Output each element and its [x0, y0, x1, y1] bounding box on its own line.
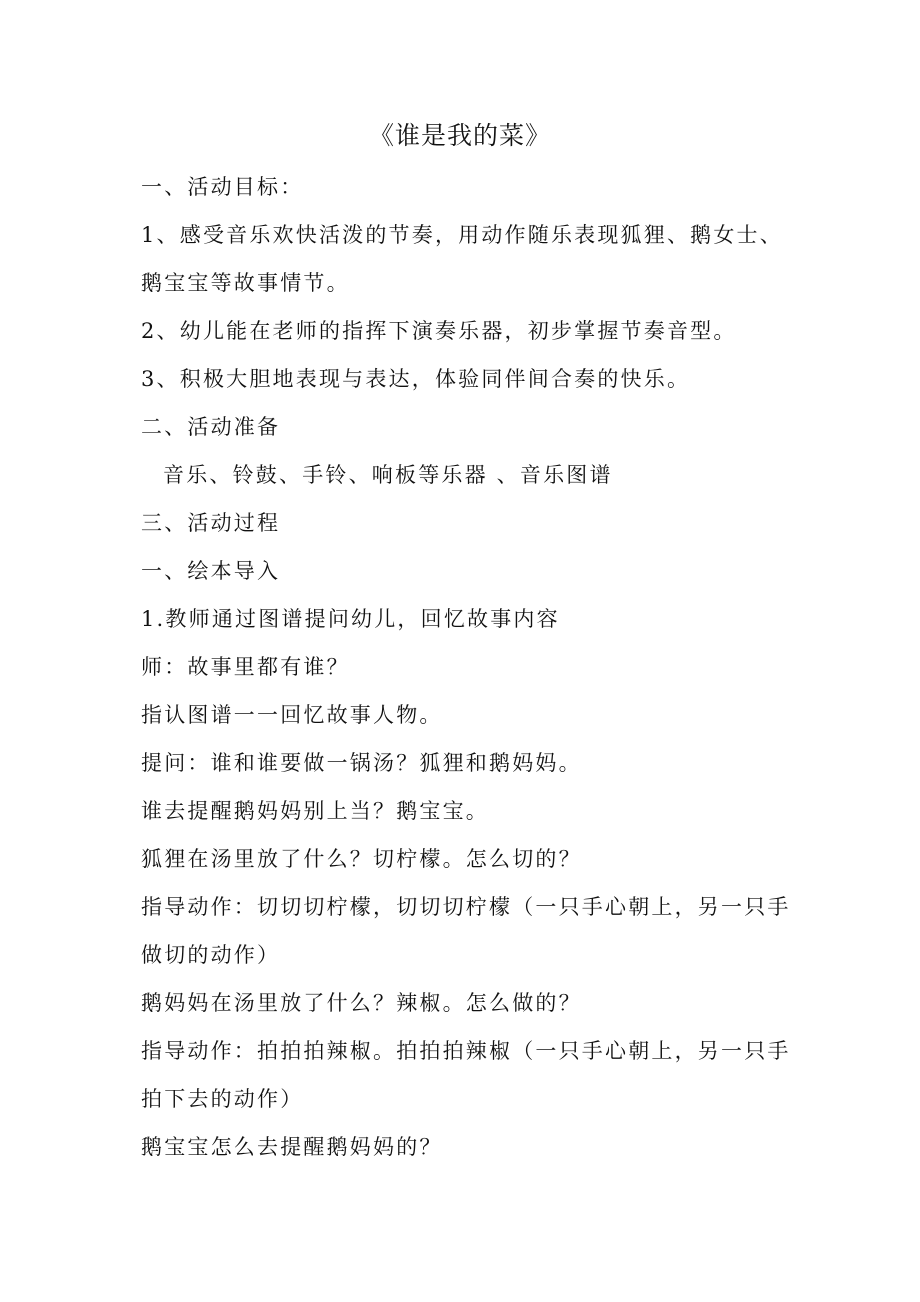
teacher-question: 师：故事里都有谁？	[141, 655, 350, 679]
goal-3: 3、积极大胆地表现与表达，体验同伴间合奏的快乐。	[141, 367, 691, 391]
guide-pepper-line-2: 拍下去的动作）	[141, 1087, 304, 1111]
question-soup: 提问：谁和谁要做一锅汤？狐狸和鹅妈妈。	[141, 751, 582, 775]
question-goose-pepper: 鹅妈妈在汤里放了什么？辣椒。怎么做的？	[141, 991, 582, 1015]
guide-pepper-line-1: 指导动作：拍拍拍辣椒。拍拍拍辣椒（一只手心朝上，另一只手	[141, 1039, 791, 1063]
question-remind: 谁去提醒鹅妈妈别上当？鹅宝宝。	[141, 799, 489, 823]
question-fox-lemon: 狐狸在汤里放了什么？切柠檬。怎么切的？	[141, 847, 582, 871]
preparation-materials: 音乐、铃鼓、手铃、响板等乐器 、音乐图谱	[163, 463, 613, 487]
guide-lemon-line-1: 指导动作：切切切柠檬，切切切柠檬（一只手心朝上，另一只手	[141, 895, 791, 919]
section-heading-preparation: 二、活动准备	[141, 415, 281, 439]
step-1: 1.教师通过图谱提问幼儿，回忆故事内容	[141, 607, 560, 631]
document-title: 《谁是我的菜》	[368, 121, 551, 150]
goal-1-line-2: 鹅宝宝等故事情节。	[141, 271, 350, 295]
goal-2: 2、幼儿能在老师的指挥下演奏乐器，初步掌握节奏音型。	[141, 319, 737, 343]
section-heading-goals: 一、活动目标：	[141, 175, 304, 199]
subsection-heading-intro: 一、绘本导入	[141, 559, 281, 583]
goal-1-line-1: 1、感受音乐欢快活泼的节奏，用动作随乐表现狐狸、鹅女士、	[141, 223, 783, 247]
guide-lemon-line-2: 做切的动作）	[141, 943, 281, 967]
recall-characters: 指认图谱一一回忆故事人物。	[141, 703, 443, 727]
section-heading-process: 三、活动过程	[141, 511, 281, 535]
question-baby-goose: 鹅宝宝怎么去提醒鹅妈妈的？	[141, 1135, 443, 1159]
